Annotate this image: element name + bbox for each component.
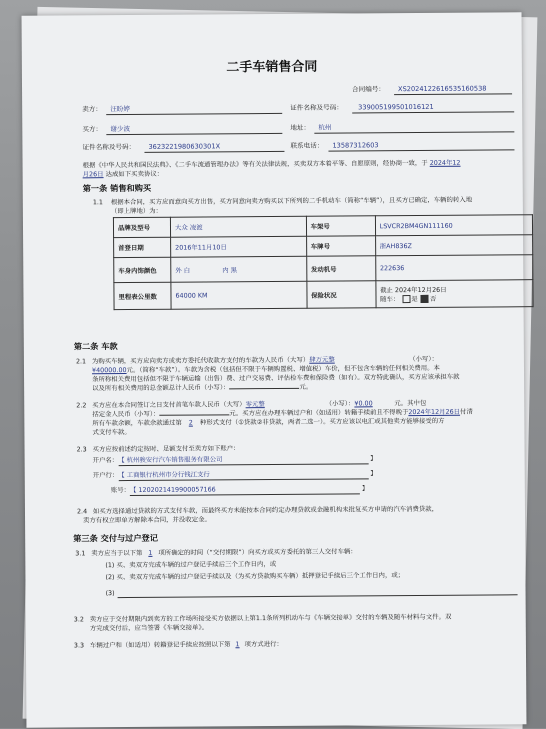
clause-1-1-number: 1.1 xyxy=(92,198,104,207)
insurance-label: 保险状况 xyxy=(307,281,376,308)
clause-3-1-option-3: (3) xyxy=(105,589,115,598)
clause-3-3-number: 3.3 xyxy=(73,641,85,650)
seller-id-value: 339005199501016121 xyxy=(358,102,434,112)
seller-name: 汪盼婷 xyxy=(110,104,130,114)
seller-label: 卖方： xyxy=(82,105,102,114)
account-name-value: 杭州骏安行汽车销售服务有限公司 xyxy=(126,455,223,465)
clause-1-1-line-2: （即上牌地）为： xyxy=(110,206,163,216)
engine-value: 222636 xyxy=(375,255,533,281)
article-1-heading: 第一条 销售和购买 xyxy=(82,182,152,194)
color-interior: 内 黑 xyxy=(222,265,238,274)
contract-no-value: XS2024122616535160538 xyxy=(398,84,487,94)
clause-3-1-line-1: 卖方应当于以下第 1 项所确定的时间（“交付期限”）向买方或买方委托的第三人交付车辆： xyxy=(91,547,357,558)
clause-3-2-number: 3.2 xyxy=(73,615,84,624)
clause-2-1-line-4: 以及所有相关费用的总金额总计人民币（小写）： 元。 xyxy=(92,382,313,393)
plate-label: 车牌号 xyxy=(306,236,375,256)
clause-2-1-line-2: ¥40000.00元。（简称“车款”）。车款为含税（包括但不限于车辆购置税、增值税）车价，但不包含车辆的任何相关费用。本 xyxy=(91,363,440,375)
clause-3-3-line-1: 车辆过户和（如适用）转籍登记手续应按照以下第 1 项方式进行： xyxy=(89,639,283,650)
insurance-until: 截止 2024年12月26日 xyxy=(380,285,447,295)
clause-2-4-line-2: 卖方有权立即单方解除本合同，并没收定金。 xyxy=(83,515,211,525)
buyer-name: 谢少波 xyxy=(110,124,131,134)
clause-2-4-number: 2.4 xyxy=(76,507,88,516)
clause-3-2-line-1: 卖方应于交付期限内到卖方的工作场所接受买方依据以上第1.1条所列机动车与《车辆交接单》交付的车辆及随车材料与文件。双 xyxy=(89,612,452,624)
bank-row: 开户行：【 工商银行杭州市分行钱江支行 】 xyxy=(92,469,377,480)
clause-2-3-number: 2.3 xyxy=(76,445,87,454)
contract-no-label: 合同编号： xyxy=(352,85,386,94)
buyer-id-label: 证件名称及号码： xyxy=(82,142,136,152)
vin-value: LSVCR2BM4GN111160 xyxy=(375,215,532,236)
account-number-value: 1202021419900057166 xyxy=(138,485,216,494)
reg-date-label: 首登日期 xyxy=(114,237,171,257)
clause-2-3-line-1: 买方应按前述约定按时、足额支付至卖方如下账户： xyxy=(92,444,240,454)
article-3-heading: 第三条 交付与过户登记 xyxy=(73,532,158,544)
buyer-phone-label: 联系电话： xyxy=(290,141,324,150)
buyer-phone-value: 13587312603 xyxy=(332,141,379,150)
color-label: 车身内饰颜色 xyxy=(114,257,171,282)
insurance-yes-checkbox xyxy=(402,295,410,303)
article-2-heading: 第二条 车款 xyxy=(73,341,118,352)
clause-2-2-line-1: 买方应在本合同签订之日支付首笔车款人民币（大写）零元整 （小写）：¥0.00 元。其中包 xyxy=(92,398,427,410)
buyer-id-value: 3623221980630301X xyxy=(148,142,221,151)
account-name-row: 开户名：【 杭州骏安行汽车销售服务有限公司 】 xyxy=(92,454,377,465)
clause-2-2-number: 2.2 xyxy=(76,401,87,410)
insurance-value xyxy=(376,280,534,308)
clause-3-1-number: 3.1 xyxy=(75,549,86,558)
brand-value: 大众 凌渡 xyxy=(170,216,306,237)
plate-value: 浙AH836Z xyxy=(375,235,532,256)
contract-title: 二手车销售合同 xyxy=(226,59,318,76)
clause-3-1-option-2: (2) 买、卖双方完成车辆的过户登记手续以及（为买方贷款购买车辆）抵押登记手续后三个工作日内，或； xyxy=(105,571,405,582)
preamble-line-1: 根据《中华人民共和国民法典》、《二手车流通管理办法》等有关法律法规，买卖双方本着平等、自愿原则，经协商一致，于 2024年12 xyxy=(82,158,461,170)
seller-id-label: 证件名称及号码： xyxy=(290,103,343,112)
contract-page xyxy=(22,12,527,727)
buyer-address-label: 地址： xyxy=(290,123,311,132)
clause-3-1-option-1: (1) 买、卖双方完成车辆的过户登记手续后三个工作日内，或 xyxy=(105,559,277,570)
clause-2-2-line-3: 所有车款余额，车款余款通过第 2 种形式支付（①贷款②非贷款，两者二选一）。买方应该以电汇或其他卖方能够接受的方 xyxy=(92,416,445,428)
color-exterior: 外 白 xyxy=(175,266,191,275)
insurance-with-car: 随车： 是 否 xyxy=(380,294,437,304)
insurance-no-checkbox xyxy=(421,295,429,303)
clause-2-2-line-4: 式支付车款。 xyxy=(92,428,131,437)
mileage-value: 64000 KM xyxy=(171,281,307,309)
preamble-line-2: 月26日 达成如下买卖协议： xyxy=(82,169,164,179)
clause-2-2-line-2: 括定金人民币（小写）： 元。买方应在办理车辆过户和（如适用）转籍手续前且不得晚于2024年12月26日付清 xyxy=(92,407,473,419)
clause-2-1-line-3: 条所称相关费用包括但不限于车辆运输（出售）费、过户交易费、评估检车费和保险费（如有）。双方特此确认，买方应该承担车款 xyxy=(92,372,460,384)
brand-label: 品牌及型号 xyxy=(113,217,170,237)
clause-3-2-line-2: 方完成交付后，应当签署《车辆交接单》。 xyxy=(89,623,209,633)
clause-2-1-line-1: 为购买车辆，买方应向卖方或卖方委托代收款方支付的车款为人民币（大写）肆万元整 （小写）： xyxy=(91,354,439,366)
vehicle-info-table xyxy=(113,214,534,310)
account-number-row: 账号：【 1202021419900057166 】 xyxy=(110,484,369,495)
clause-2-4-line-1: 如买方选择通过贷款的方式支付车款，而最终买方未能按本合同约定办理贷款或金融机构未批复买方申请的汽车消费贷款， xyxy=(92,504,439,516)
engine-label: 发动机号 xyxy=(306,256,375,281)
clause-2-1-number: 2.1 xyxy=(75,357,87,366)
mileage-label: 里程表公里数 xyxy=(114,282,171,309)
reg-date-value: 2016年11月10日 xyxy=(171,236,307,257)
clause-1-1-line-1: 根据本合同，买方应而意向买方出售，买方同意向卖方购买以下所列的二手机动车（简称“车辆”），且买方已确定，车辆的转入地 xyxy=(110,195,473,207)
bank-value: 工商银行杭州市分行钱江支行 xyxy=(126,470,210,480)
vin-label: 车架号 xyxy=(306,216,375,236)
color-value xyxy=(171,256,307,282)
buyer-label: 买方： xyxy=(82,125,103,134)
buyer-address-value: 杭州 xyxy=(318,123,332,132)
